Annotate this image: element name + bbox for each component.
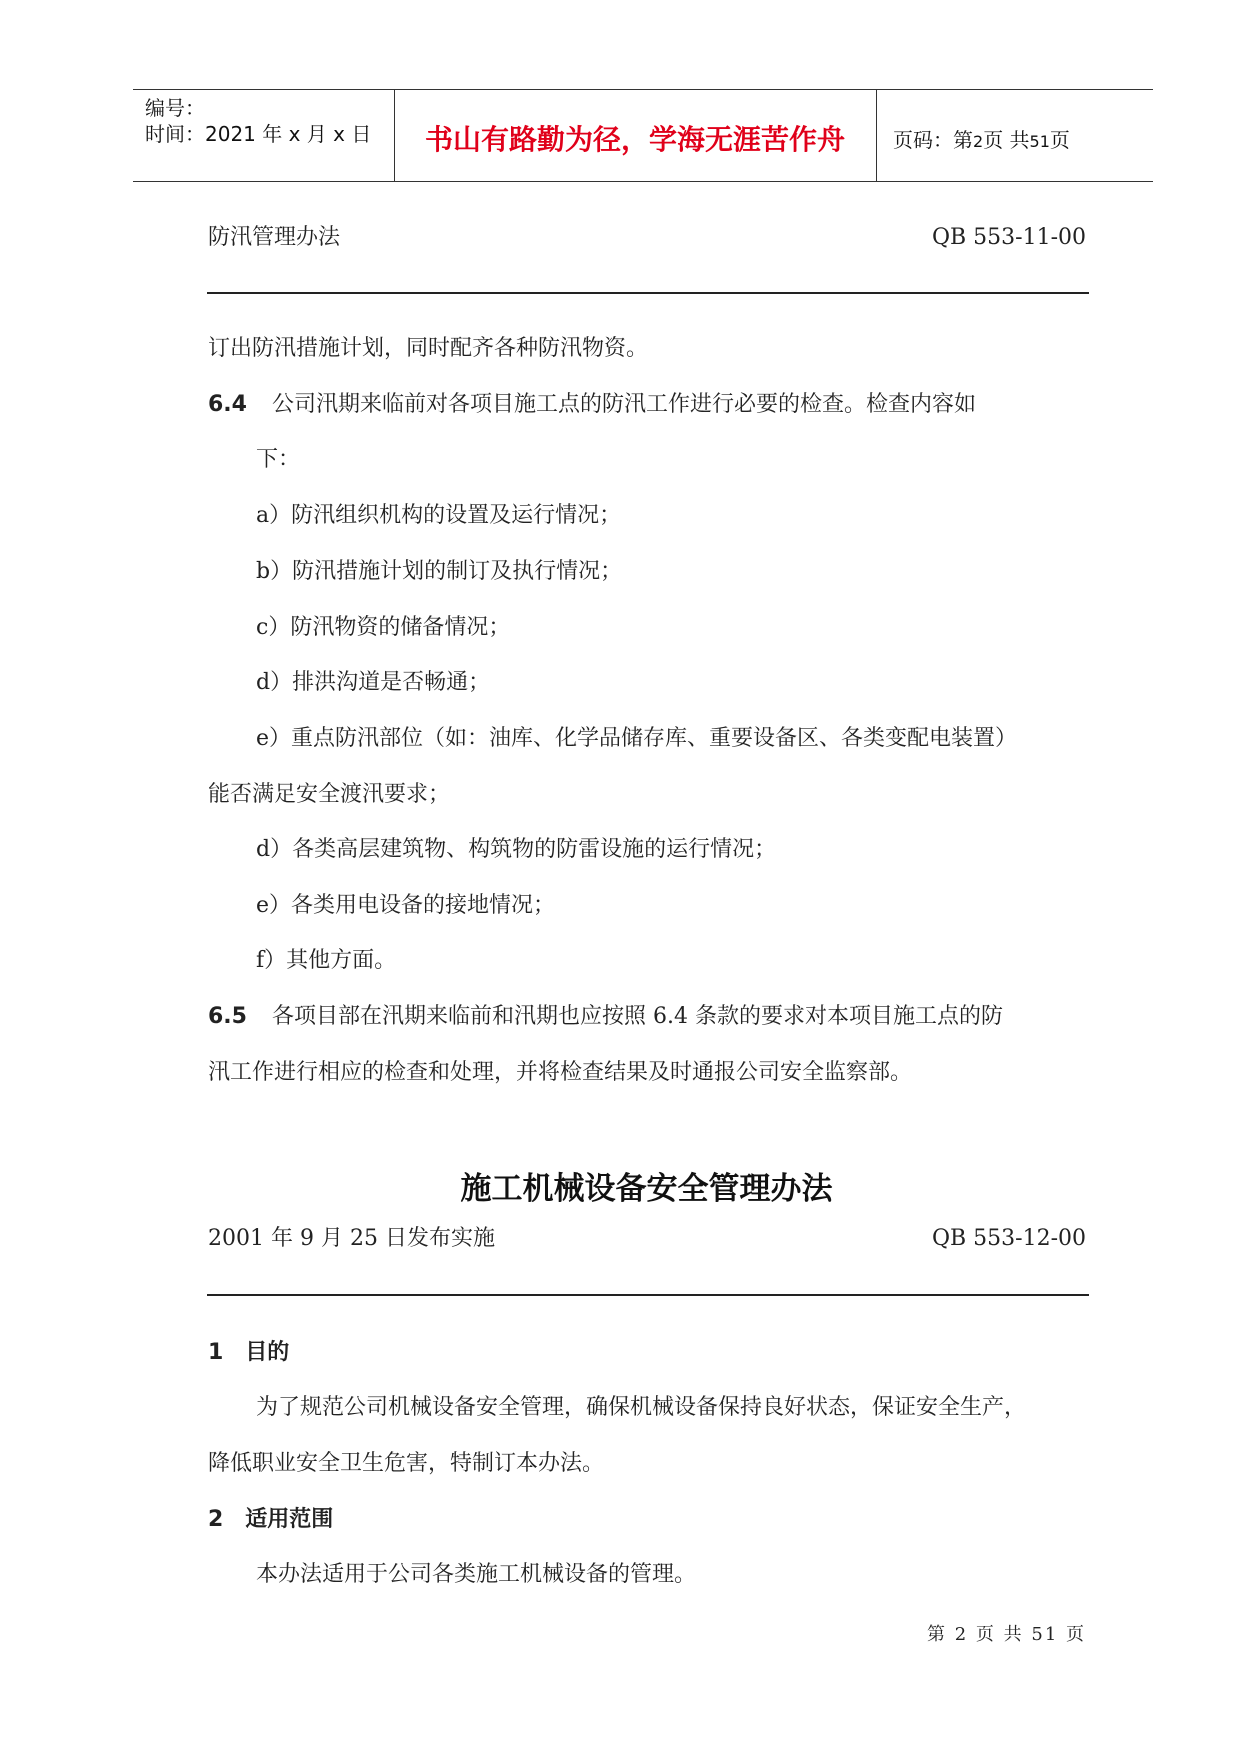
doc1-code: QB 553-11-00: [931, 225, 1086, 250]
list-item-b: b）防汛措施计划的制订及执行情况；: [256, 559, 623, 584]
header-motto: 书山有路勤为径，学海无涯苦作舟: [424, 123, 845, 156]
section-6-4-text: 公司汛期来临前对各项目施工点的防汛工作进行必要的检查。检查内容如: [272, 392, 977, 417]
header-bottom-rule: [133, 181, 1153, 182]
list-item-e: e）重点防汛部位（如：油库、化学品储存库、重要设备区、各类变配电装置）: [256, 726, 1018, 751]
page-current: 2: [973, 132, 984, 151]
doc1-line-1: 订出防汛措施计划，同时配齐各种防汛物资。: [208, 336, 649, 361]
doc2-section-1-heading: 1 目的: [208, 1340, 290, 1365]
list-item-e2: e）各类用电设备的接地情况；: [256, 893, 556, 918]
doc2-section-2-heading: 2 适用范围: [208, 1507, 334, 1532]
doc1-section-6-4: [208, 390, 1088, 420]
doc2-title: 施工机械设备安全管理办法: [460, 1171, 833, 1207]
header-page-number: [893, 124, 1070, 153]
doc1-rule: [207, 292, 1089, 294]
list-item-d2: d）各类高层建筑物、构筑物的防雷设施的运行情况；: [256, 837, 777, 862]
header-time-label: 时间：2021 年 x 月 x 日: [145, 122, 372, 146]
doc1-section-6-5: [208, 1002, 1088, 1032]
header-divider-right: [876, 89, 877, 182]
doc2-code: QB 553-12-00: [931, 1226, 1086, 1251]
page-mid: 页 共: [983, 128, 1030, 152]
section-6-4-number: 6.4: [208, 392, 247, 417]
doc2-date: 2001 年 9 月 25 日发布实施: [208, 1226, 495, 1251]
doc1-section-6-4-cont: 下：: [256, 447, 301, 472]
doc1-section-6-5-cont: 汛工作进行相应的检查和处理，并将检查结果及时通报公司安全监察部。: [208, 1060, 913, 1085]
header-code-label: 编号：: [145, 96, 205, 120]
doc2-section-1-para-2: 降低职业安全卫生危害，特制订本办法。: [208, 1451, 605, 1476]
list-item-c: c）防汛物资的储备情况；: [256, 615, 511, 640]
page-footer: 第 2 页 共 51 页: [927, 1624, 1086, 1645]
doc2-rule: [207, 1294, 1089, 1296]
doc2-section-1-para-1: 为了规范公司机械设备安全管理，确保机械设备保持良好状态，保证安全生产，: [256, 1395, 1027, 1420]
list-item-d: d）排洪沟道是否畅通；: [256, 670, 491, 695]
page-total: 51: [1029, 132, 1050, 151]
doc1-title: 防汛管理办法: [208, 225, 341, 250]
section-6-5-number: 6.5: [208, 1004, 247, 1029]
list-item-e-cont: 能否满足安全渡汛要求；: [208, 782, 451, 807]
page-suffix: 页: [1049, 128, 1070, 152]
list-item-f: f）其他方面。: [256, 948, 397, 973]
page-prefix: 页码：第: [893, 128, 973, 152]
doc2-section-2-para-1: 本办法适用于公司各类施工机械设备的管理。: [256, 1562, 697, 1587]
section-6-5-text: 各项目部在汛期来临前和汛期也应按照 6.4 条款的要求对本项目施工点的防: [272, 1004, 1003, 1029]
list-item-a: a）防汛组织机构的设置及运行情况；: [256, 503, 622, 528]
header-top-rule: [133, 89, 1153, 90]
